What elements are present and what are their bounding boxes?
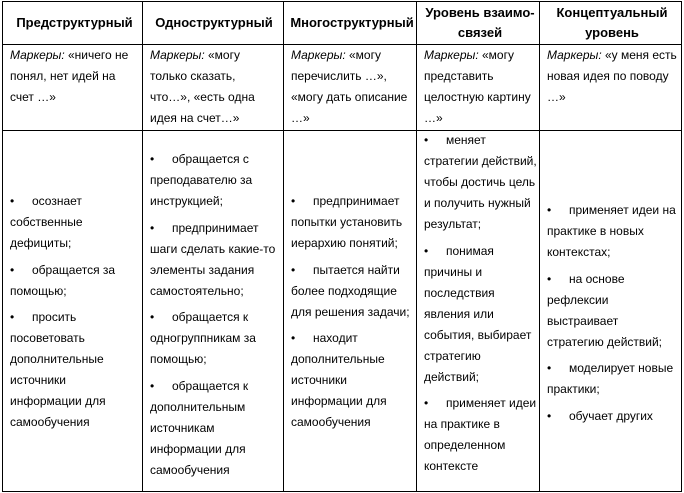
list-item: •обучает других xyxy=(547,406,678,427)
table-border-top xyxy=(2,1,682,2)
list-item: •пытается найти более подходящие для решения задачи; xyxy=(291,260,414,323)
markers-label: Маркеры: xyxy=(150,48,205,62)
markers-text: «могу представить целостную картину …» xyxy=(424,48,531,125)
markers-text: «ничего не понял, нет идей на счет …» xyxy=(10,48,129,104)
table-border-left xyxy=(2,1,3,492)
list-item: •обращается к одногруппникам за помощью; xyxy=(150,307,279,370)
list-item: •обращается с преподавателю за инструкцией; xyxy=(150,149,279,212)
behavior-list xyxy=(150,149,279,486)
column-header: Уровень взаимо-связей xyxy=(425,5,535,40)
markers-text: «у меня есть новая идея по поводу …» xyxy=(547,48,677,104)
column-header: Многоструктурный xyxy=(290,15,414,30)
column-divider xyxy=(283,1,284,492)
table-border-right xyxy=(681,1,682,492)
bullet-icon xyxy=(150,376,172,397)
bullet-icon xyxy=(291,260,313,281)
markers-text: «могу только сказать, что…», «есть одна идея на счет…» xyxy=(150,48,255,125)
markers-label: Маркеры: xyxy=(547,48,602,62)
list-item: •меняет стратегии действий, чтобы достичь цель и получить нужный результат; xyxy=(424,130,537,235)
list-item: •находит дополнительные источники информации для самообучения xyxy=(291,328,414,433)
table-border-bottom xyxy=(2,491,682,492)
list-item: •на основе рефлексии выстраивает стратегию действий; xyxy=(547,269,678,353)
column-divider xyxy=(416,1,417,492)
markers-label: Маркеры: xyxy=(291,48,346,62)
markers-label: Маркеры: xyxy=(10,48,65,62)
column-header: Одноструктурный xyxy=(155,15,273,30)
markers-cell xyxy=(547,45,678,108)
column-header: Предструктурный xyxy=(16,15,133,30)
bullet-icon xyxy=(10,307,32,328)
list-item: •понимая причины и последствия явления или события, выбирает стратегию действий; xyxy=(424,241,537,388)
markers-cell xyxy=(150,45,279,129)
bullet-icon xyxy=(424,130,446,151)
list-item: •применяет идеи на практике в определенном контексте xyxy=(424,393,537,477)
bullet-icon xyxy=(547,269,569,290)
behavior-list xyxy=(547,200,678,432)
column-header: Концептуальный уровень xyxy=(556,5,668,40)
list-item: •осознает собственные дефициты; xyxy=(10,191,140,254)
markers-cell xyxy=(291,45,414,129)
bullet-icon xyxy=(291,328,313,349)
bullet-icon xyxy=(424,393,446,414)
list-item: •предпринимает попытки установить иерархию понятий; xyxy=(291,191,414,254)
bullet-icon xyxy=(424,241,446,262)
bullet-icon xyxy=(150,149,172,170)
behavior-list xyxy=(10,191,140,439)
markers-label: Маркеры: xyxy=(424,48,479,62)
list-item: •просить посоветовать дополнительные источники информации для самообучения xyxy=(10,307,140,433)
column-divider xyxy=(142,1,143,492)
bullet-icon xyxy=(547,200,569,221)
behavior-list xyxy=(424,130,537,483)
bullet-icon xyxy=(547,358,569,379)
bullet-icon xyxy=(10,260,32,281)
list-item: •предпринимает шаги сделать какие-то элементы задания самостоятельно; xyxy=(150,218,279,302)
list-item: •моделирует новые практики; xyxy=(547,358,678,400)
column-divider xyxy=(539,1,540,492)
bullet-icon xyxy=(150,218,172,239)
bullet-icon xyxy=(150,307,172,328)
markers-cell xyxy=(424,45,537,129)
row-divider xyxy=(2,130,682,131)
list-item: •обращается к дополнительным источникам информации для самообучения xyxy=(150,376,279,481)
bullet-icon xyxy=(291,191,313,212)
list-item: •обращается за помощью; xyxy=(10,260,140,302)
markers-text: «могу перечислить …», «могу дать описание …» xyxy=(291,48,408,125)
list-item: •применяет идеи на практике в новых контекстах; xyxy=(547,200,678,263)
bullet-icon xyxy=(547,406,569,427)
markers-cell xyxy=(10,45,140,108)
bullet-icon xyxy=(10,191,32,212)
behavior-list xyxy=(291,191,414,439)
